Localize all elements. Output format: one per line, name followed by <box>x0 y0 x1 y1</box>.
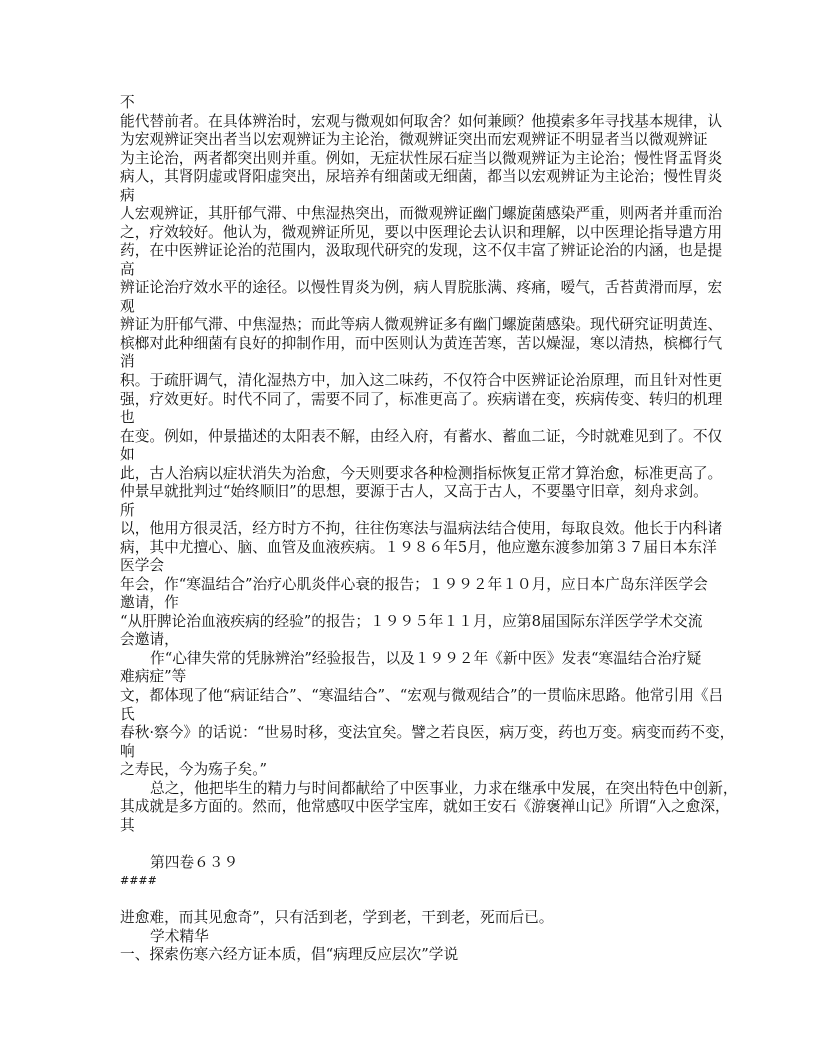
text-line: 邀请，作 <box>120 594 179 612</box>
text-line: 春秋·察今》的话说：“世易时移，变法宜矣。譬之若良医，病万变，药也万变。病变而药不变， <box>120 724 735 742</box>
text-line: 病人，其肾阴虚或肾阳虚突出，尿培养有细菌或无细菌，都当以宏观辨证为主论治；慢性胃炎 <box>120 168 723 186</box>
text-line: 病 <box>120 186 135 204</box>
text-line: 能代替前者。在具体辨治时，宏观与微观如何取舍？如何兼顾？他摸索多年寻找基本规律，认 <box>120 112 723 130</box>
text-line: 以，他用方很灵活，经方时方不拘，往往伤寒法与温病法结合使用，每取良效。他长于内科诸 <box>120 520 723 538</box>
text-line: 强，疗效更好。时代不同了，需要不同了，标准更高了。疾病谱在变，疾病传变、转归的机理 <box>120 390 723 408</box>
section-heading: 学术精华 <box>150 927 209 945</box>
text-line: 难病症”等 <box>120 668 187 686</box>
text-line: 其 <box>120 816 135 834</box>
page-footer: 第四卷６３９ <box>150 853 239 871</box>
text-line: 作“心律失常的凭脉辨治”经验报告，以及１９９２年《新中医》发表“寒温结合治疗疑 <box>150 649 702 667</box>
text-line: 为主论治，两者都突出则并重。例如，无症状性尿石症当以微观辨证为主论治；慢性肾盂肾炎 <box>120 149 723 167</box>
text-line: 辨证为肝郁气滞、中焦湿热；而此等病人微观辨证多有幽门螺旋菌感染。现代研究证明黄连、 <box>120 316 723 334</box>
text-line: 所 <box>120 501 135 519</box>
text-line: 会邀请， <box>120 631 179 649</box>
page-break-marker: #### <box>120 874 157 888</box>
text-line: 文，都体现了他“病证结合”、“寒温结合”、“宏观与微观结合”的一贯临床思路。他常引用《吕 <box>120 687 724 704</box>
text-line: 为宏观辨证突出者当以宏观辨证为主论治，微观辨证突出而宏观辨证不明显者当以微观辨证 <box>120 131 708 149</box>
text-line: 年会，作“寒温结合”治疗心肌炎伴心衰的报告；１９９２年１０月，应日本广岛东洋医学会 <box>120 575 708 593</box>
document-page <box>120 94 738 965</box>
blank-line <box>120 891 720 910</box>
text-line: 消 <box>120 353 135 371</box>
text-line: 药，在中医辨证论治的范围内，汲取现代研究的发现，这不仅丰富了辨证论治的内涵，也是提 <box>120 242 723 260</box>
text-line: 人宏观辨证，其肝郁气滞、中焦湿热突出，而微观辨证幽门螺旋菌感染严重，则两者并重而治 <box>120 205 723 223</box>
text-line: 高 <box>120 260 135 278</box>
text-line: “从肝脾论治血液疾病的经验”的报告；１９９５年１１月，应第8届国际东洋医学学术交流 <box>120 612 703 630</box>
text-line: 也 <box>120 409 135 427</box>
text-line: 辨证论治疗效水平的途径。以慢性胃炎为例，病人胃脘胀满、疼痛，嗳气，舌苔黄滑而厚，宏 <box>120 279 723 297</box>
text-line: 此，古人治病以症状消失为治愈，今天则要求各种检测指标恢复正常才算治愈，标准更高了。 <box>120 464 723 482</box>
blank-line <box>120 835 720 854</box>
text-line: 进愈难，而其见愈奇”，只有活到老，学到老，干到老，死而后已。 <box>120 909 554 927</box>
text-line: 不 <box>120 94 135 111</box>
text-line: 医学会 <box>120 557 165 575</box>
text-line: 槟榔对此种细菌有良好的抑制作用，而中医则认为黄连苦寒，苦以燥湿，寒以清热，槟榔行气 <box>120 334 723 352</box>
text-line: 在变。例如，仲景描述的太阳表不解，由经入府，有蓄水、蓄血二证，今时就难见到了。不仅 <box>120 427 723 445</box>
text-line: 积。于疏肝调气，清化湿热方中，加入这二味药，不仅符合中医辨证论治原理，而且针对性更 <box>120 371 723 389</box>
text-line: 如 <box>120 446 135 464</box>
text-line: 响 <box>120 742 135 760</box>
text-line: 观 <box>120 297 135 315</box>
text-line: 之寿民，今为殇子矣。” <box>120 761 268 779</box>
text-line: 总之，他把毕生的精力与时间都献给了中医事业，力求在继承中发展，在突出特色中创新， <box>150 779 738 797</box>
subsection-heading: 一、探索伤寒六经方证本质，倡“病理反应层次”学说 <box>120 946 459 964</box>
text-line: 其成就是多方面的。然而，他常感叹中医学宝库，就如王安石《游褒禅山记》所谓“入之愈深， <box>120 798 730 816</box>
text-line: 氏 <box>120 705 135 723</box>
text-line: 之，疗效较好。他认为，微观辨证所见，要以中医理论去认识和理解，以中医理论指导遣方用 <box>120 223 723 241</box>
text-line: 病，其中尤擅心、脑、血管及血液疾病。１９８６年5月，他应邀东渡参加第３７届日本东洋 <box>120 538 717 556</box>
text-line: 仲景早就批判过“始终顺旧”的思想，要源于古人，又高于古人，不要墨守旧章，刻舟求剑。 <box>120 483 708 501</box>
